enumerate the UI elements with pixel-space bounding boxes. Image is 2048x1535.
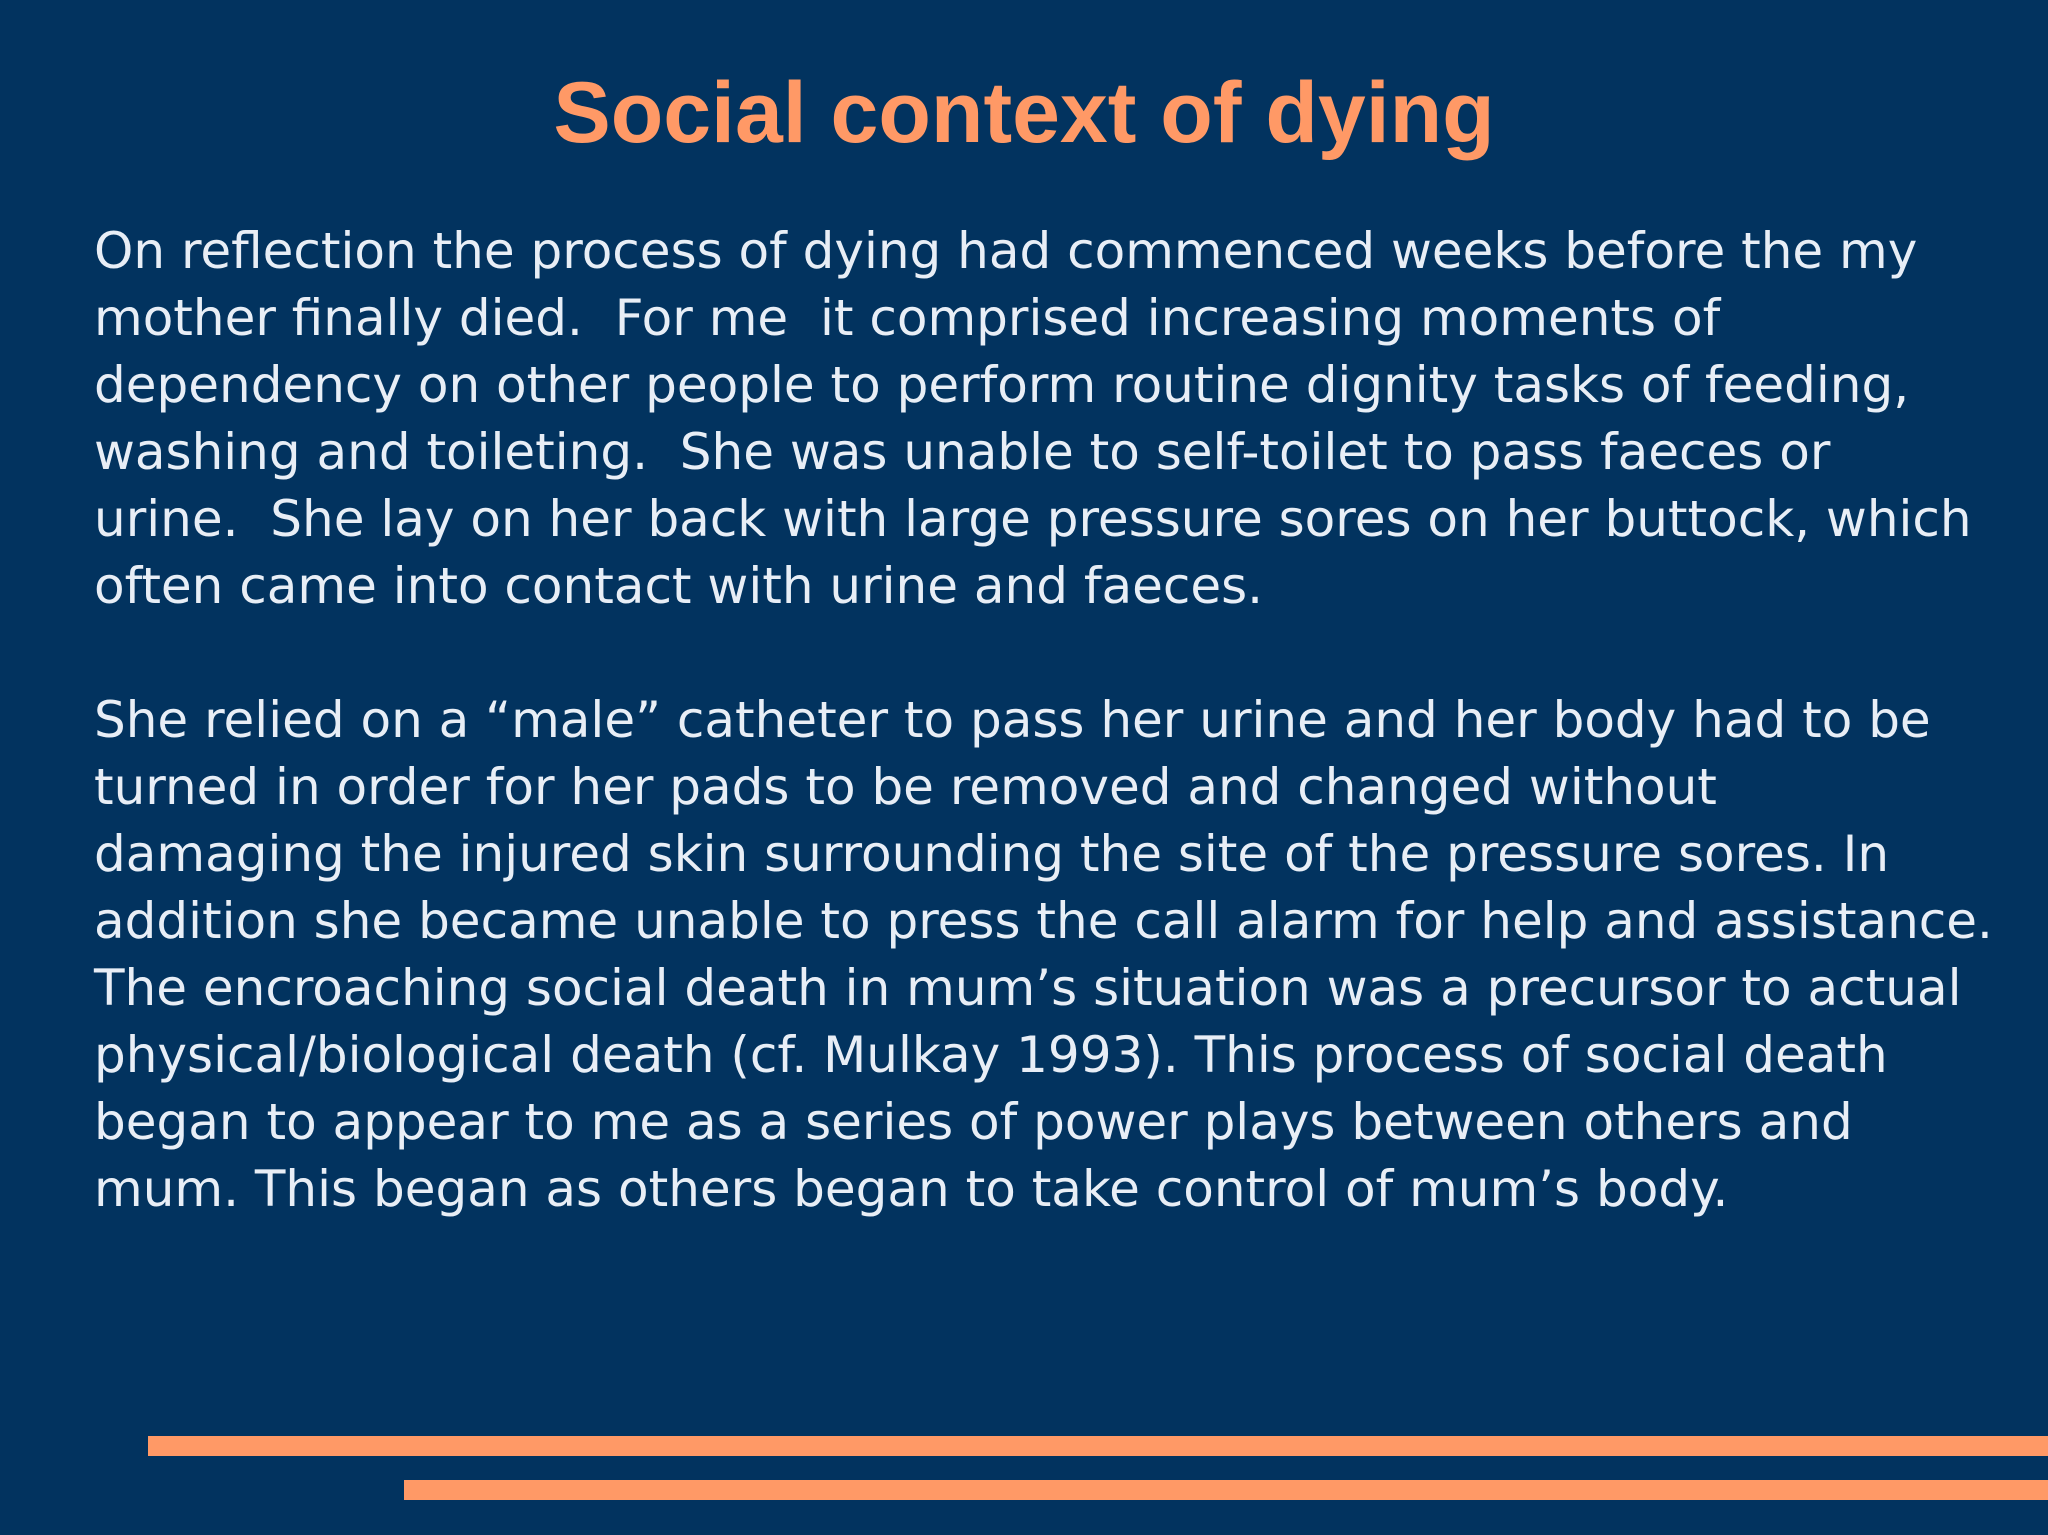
slide-body [94, 218, 2024, 1223]
body-line: The encroaching social death in mum’s situation was a precursor to actual [94, 959, 1962, 1017]
body-line: dependency on other people to perform routine dignity tasks of feeding, [94, 356, 1910, 414]
body-line: addition she became unable to press the call alarm for help and assistance. [94, 892, 1993, 950]
body-line: washing and toileting. She was unable to self-toilet to pass faeces or [94, 423, 1831, 481]
slide-title: Social context of dying [553, 65, 1495, 161]
body-line: mum. This began as others began to take control of mum’s body. [94, 1160, 1729, 1218]
decorative-rule-lower [404, 1480, 2048, 1500]
body-line: began to appear to me as a series of power plays between others and [94, 1093, 1853, 1151]
decorative-rule-upper [148, 1436, 2048, 1456]
body-line: damaging the injured skin surrounding the site of the pressure sores. In [94, 825, 1890, 883]
body-line: physical/biological death (cf. Mulkay 1993). This process of social death [94, 1026, 1888, 1084]
body-line: turned in order for her pads to be removed and changed without [94, 758, 1717, 816]
body-line: On reflection the process of dying had commenced weeks before the my [94, 222, 1918, 280]
paragraph-spacer [94, 620, 2024, 687]
body-line: often came into contact with urine and faeces. [94, 557, 1264, 615]
body-line: urine. She lay on her back with large pressure sores on her buttock, which [94, 490, 1972, 548]
body-line: mother finally died. For me it comprised increasing moments of [94, 289, 1721, 347]
body-line: She relied on a “male” catheter to pass her urine and her body had to be [94, 691, 1931, 749]
